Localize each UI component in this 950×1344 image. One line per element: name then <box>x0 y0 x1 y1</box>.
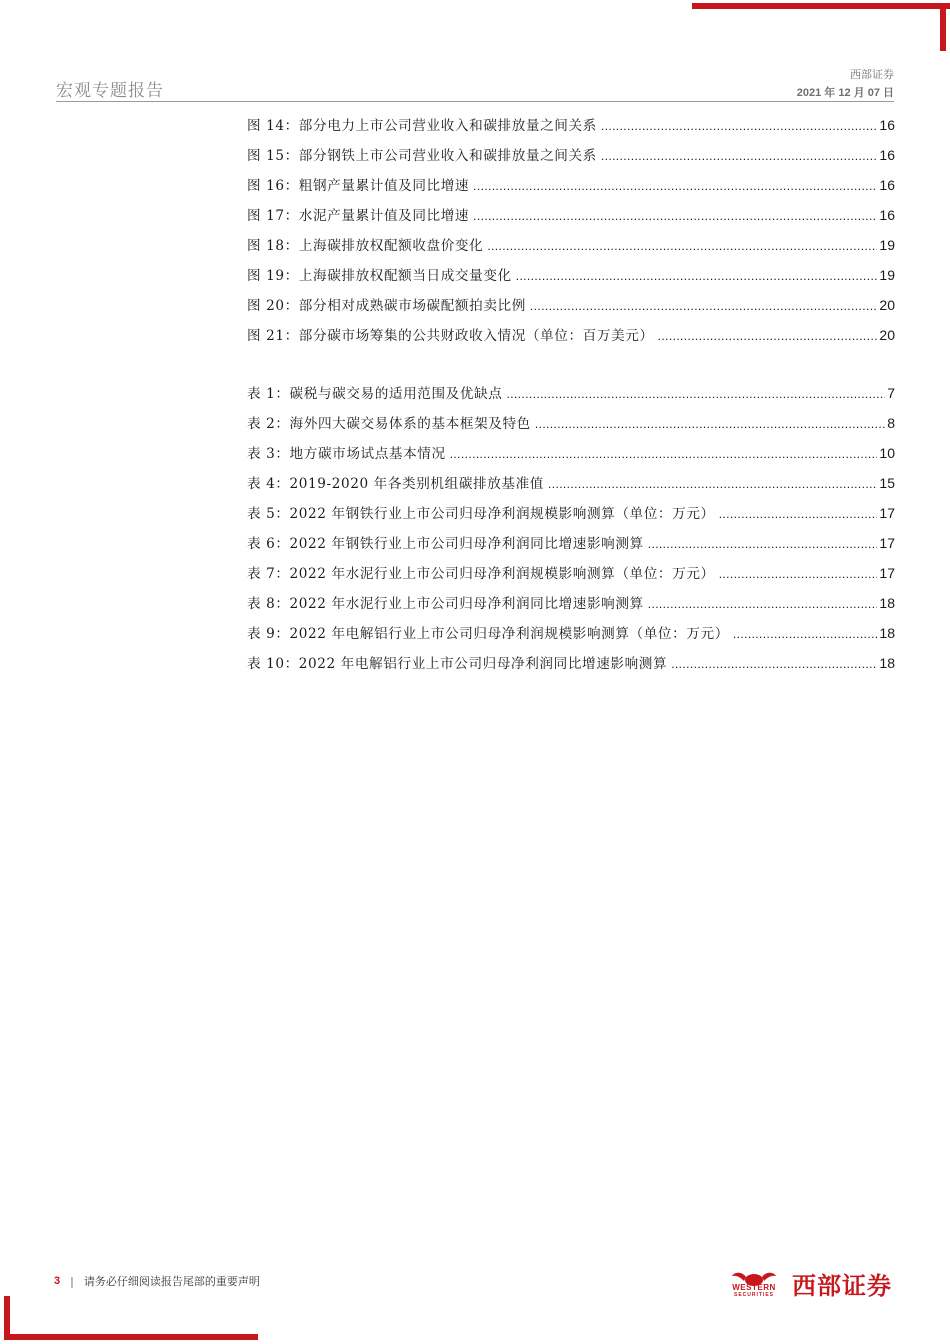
toc-entry-label: 图 15：部分钢铁上市公司营业收入和碳排放量之间关系 <box>247 148 597 164</box>
toc-entry-label: 表 7：2022 年水泥行业上市公司归母净利润规模影响测算（单位：万元） <box>247 566 715 582</box>
toc-entry-label: 表 6：2022 年钢铁行业上市公司归母净利润同比增速影响测算 <box>247 536 644 552</box>
page-number: 3 <box>54 1275 61 1287</box>
toc-entry-page: 20 <box>879 327 895 343</box>
toc-entry-page: 17 <box>879 535 895 551</box>
page-footer <box>54 1273 260 1289</box>
toc-entry-figure-18[interactable] <box>247 230 895 260</box>
toc-entry-page: 16 <box>879 147 895 163</box>
toc-entry-table-1[interactable] <box>247 378 895 408</box>
header-divider <box>56 101 894 102</box>
report-type-title: 宏观专题报告 <box>56 81 164 101</box>
toc-entry-page: 17 <box>879 565 895 581</box>
toc-entry-table-7[interactable] <box>247 558 895 588</box>
toc-entry-table-8[interactable] <box>247 588 895 618</box>
toc-entry-table-10[interactable] <box>247 648 895 678</box>
toc-entry-page: 18 <box>879 595 895 611</box>
logo-english-subname: SECURITIES <box>733 1291 774 1298</box>
toc-entry-figure-14[interactable] <box>247 110 895 140</box>
leader-dots <box>548 469 877 499</box>
toc-entry-label: 图 21：部分碳市场筹集的公共财政收入情况（单位：百万美元） <box>247 328 654 344</box>
toc-entry-page: 18 <box>879 655 895 671</box>
toc-entry-table-5[interactable] <box>247 498 895 528</box>
leader-dots <box>530 291 878 321</box>
toc-entry-page: 7 <box>887 385 895 401</box>
footer-separator: | <box>70 1274 74 1288</box>
leader-dots <box>648 589 878 619</box>
toc-entry-label: 表 9：2022 年电解铝行业上市公司归母净利润规模影响测算（单位：万元） <box>247 626 729 642</box>
toc-entry-page: 16 <box>879 117 895 133</box>
toc-entry-label: 图 14：部分电力上市公司营业收入和碳排放量之间关系 <box>247 118 597 134</box>
toc-entry-label: 图 19：上海碳排放权配额当日成交量变化 <box>247 268 512 284</box>
company-logo <box>724 1266 892 1301</box>
toc-entry-label: 表 10：2022 年电解铝行业上市公司归母净利润同比增速影响测算 <box>247 656 668 672</box>
corner-decoration-top-right-vertical <box>940 3 946 51</box>
leader-dots <box>648 529 878 559</box>
leader-dots <box>473 201 877 231</box>
logo-chinese-name: 西部证券 <box>792 1272 892 1300</box>
toc-entry-table-2[interactable] <box>247 408 895 438</box>
header-company: 西部证券 <box>850 68 894 81</box>
toc-entry-page: 19 <box>879 267 895 283</box>
toc-entry-figure-21[interactable] <box>247 320 895 350</box>
toc-entry-figure-15[interactable] <box>247 140 895 170</box>
corner-decoration-top-right <box>692 3 950 9</box>
leader-dots <box>719 559 878 589</box>
toc-entry-page: 19 <box>879 237 895 253</box>
toc-entry-label: 表 4：2019-2020 年各类别机组碳排放基准值 <box>247 476 544 492</box>
logo-english-name: WESTERN <box>732 1282 776 1292</box>
toc-entry-table-9[interactable] <box>247 618 895 648</box>
leader-dots <box>506 379 885 409</box>
toc-entry-label: 图 18：上海碳排放权配额收盘价变化 <box>247 238 484 254</box>
toc-entry-page: 16 <box>879 207 895 223</box>
header-date: 2021 年 12 月 07 日 <box>796 87 894 99</box>
toc-entry-figure-17[interactable] <box>247 200 895 230</box>
leader-dots <box>487 231 877 261</box>
toc-entry-page: 8 <box>887 415 895 431</box>
leader-dots <box>473 171 877 201</box>
toc-entry-page: 16 <box>879 177 895 193</box>
leader-dots <box>671 649 877 679</box>
toc-entry-label: 表 3：地方碳市场试点基本情况 <box>247 446 446 462</box>
toc-entry-page: 10 <box>879 445 895 461</box>
toc-entry-figure-19[interactable] <box>247 260 895 290</box>
toc-entry-label: 图 20：部分相对成熟碳市场碳配额拍卖比例 <box>247 298 526 314</box>
leader-dots <box>601 111 878 141</box>
toc-entry-table-4[interactable] <box>247 468 895 498</box>
toc-entry-figure-20[interactable] <box>247 290 895 320</box>
toc-entry-table-6[interactable] <box>247 528 895 558</box>
leader-dots <box>450 439 878 469</box>
toc-entry-page: 18 <box>879 625 895 641</box>
toc-entry-label: 表 8：2022 年水泥行业上市公司归母净利润同比增速影响测算 <box>247 596 644 612</box>
toc-entry-page: 20 <box>879 297 895 313</box>
toc-entry-page: 17 <box>879 505 895 521</box>
figure-list <box>247 110 895 350</box>
toc-entry-figure-16[interactable] <box>247 170 895 200</box>
toc-entry-label: 图 17：水泥产量累计值及同比增速 <box>247 208 470 224</box>
toc-entry-page: 15 <box>879 475 895 491</box>
footer-disclaimer: 请务必仔细阅读报告尾部的重要声明 <box>83 1275 260 1288</box>
toc-entry-label: 图 16：粗钢产量累计值及同比增速 <box>247 178 470 194</box>
logo-emblem <box>724 1269 784 1299</box>
header-info <box>797 66 894 100</box>
corner-decoration-bottom-left <box>4 1334 258 1340</box>
leader-dots <box>658 321 878 351</box>
toc-entry-table-3[interactable] <box>247 438 895 468</box>
leader-dots <box>719 499 878 529</box>
toc-entry-label: 表 5：2022 年钢铁行业上市公司归母净利润规模影响测算（单位：万元） <box>247 506 715 522</box>
leader-dots <box>601 141 878 171</box>
toc-entry-label: 表 1：碳税与碳交易的适用范围及优缺点 <box>247 386 503 402</box>
toc-entry-label: 表 2：海外四大碳交易体系的基本框架及特色 <box>247 416 531 432</box>
leader-dots <box>733 619 878 649</box>
table-list <box>247 378 895 678</box>
leader-dots <box>516 261 878 291</box>
leader-dots <box>535 409 885 439</box>
